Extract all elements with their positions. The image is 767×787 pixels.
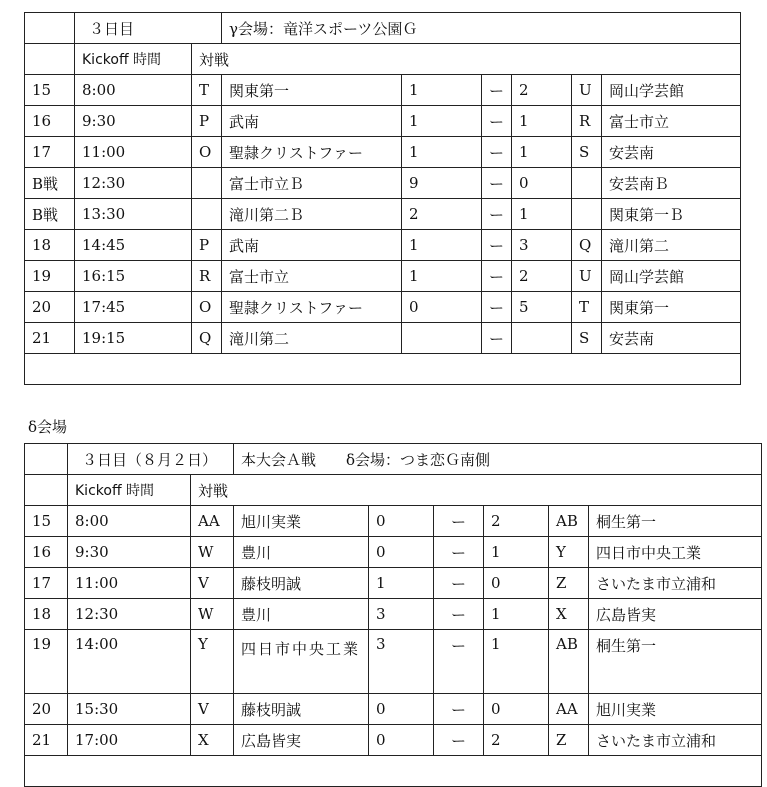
table-row xyxy=(25,199,741,230)
table-row xyxy=(25,694,762,725)
score-dash: ー xyxy=(434,537,484,568)
team2-code: X xyxy=(549,599,589,630)
team1-code: Y xyxy=(191,630,234,694)
team2-name: 桐生第一 xyxy=(589,506,762,537)
team1-code: W xyxy=(191,537,234,568)
team2-name: 桐生第一 xyxy=(589,630,762,694)
team1-code xyxy=(192,168,222,199)
score-dash: ー xyxy=(434,630,484,694)
kickoff-time: 9:30 xyxy=(68,537,191,568)
kickoff-time: 11:00 xyxy=(75,137,192,168)
team2-name: 関東第一 xyxy=(602,292,741,323)
team1-name: 豊川 xyxy=(234,599,369,630)
team2-score: 1 xyxy=(512,137,572,168)
team1-code xyxy=(192,199,222,230)
team2-score: 5 xyxy=(512,292,572,323)
team1-code: P xyxy=(192,230,222,261)
team2-code: Z xyxy=(549,568,589,599)
match-number: 19 xyxy=(25,261,75,292)
team2-name: 岡山学芸館 xyxy=(602,261,741,292)
kickoff-time: 13:30 xyxy=(75,199,192,230)
score-dash: ー xyxy=(434,568,484,599)
kickoff-time: 19:15 xyxy=(75,323,192,354)
team1-score: 3 xyxy=(369,599,434,630)
kickoff-time: 8:00 xyxy=(68,506,191,537)
venue-label: 本大会Ａ戦 δ会場：つま恋Ｇ南側 xyxy=(234,444,762,475)
team2-code: Q xyxy=(572,230,602,261)
score-dash: ー xyxy=(482,261,512,292)
blank-cell xyxy=(25,475,68,506)
blank-cell xyxy=(25,756,762,787)
team1-score: 0 xyxy=(402,292,482,323)
team1-code: O xyxy=(192,137,222,168)
team1-name: 聖隷クリストファー xyxy=(222,292,402,323)
team1-score: 1 xyxy=(402,75,482,106)
team1-name: 藤枝明誠 xyxy=(234,694,369,725)
match-number: 16 xyxy=(25,537,68,568)
table-row xyxy=(25,168,741,199)
table-row xyxy=(25,292,741,323)
team2-name: 安芸南Ｂ xyxy=(602,168,741,199)
team2-name: 関東第一Ｂ xyxy=(602,199,741,230)
team2-score: 1 xyxy=(512,199,572,230)
team2-score: 1 xyxy=(484,599,549,630)
team2-code: Z xyxy=(549,725,589,756)
kickoff-time: 14:00 xyxy=(68,630,191,694)
kickoff-time: 17:00 xyxy=(68,725,191,756)
team1-name: 富士市立Ｂ xyxy=(222,168,402,199)
score-dash: ー xyxy=(434,599,484,630)
team1-code: V xyxy=(191,694,234,725)
team2-name: 安芸南 xyxy=(602,323,741,354)
match-number: 21 xyxy=(25,725,68,756)
team2-code xyxy=(572,199,602,230)
team2-name: さいたま市立浦和 xyxy=(589,568,762,599)
day-label: ３日目（８月２日） xyxy=(68,444,234,475)
team2-name: 滝川第二 xyxy=(602,230,741,261)
kickoff-time: 16:15 xyxy=(75,261,192,292)
score-dash: ー xyxy=(434,725,484,756)
team1-score: 2 xyxy=(402,199,482,230)
team1-code: T xyxy=(192,75,222,106)
kickoff-time: 12:30 xyxy=(75,168,192,199)
match-number: 19 xyxy=(25,630,68,694)
team1-name: 聖隷クリストファー xyxy=(222,137,402,168)
team2-score: 2 xyxy=(512,261,572,292)
team2-score: 0 xyxy=(484,568,549,599)
match-number: B戦 xyxy=(25,199,75,230)
team1-code: W xyxy=(191,599,234,630)
team2-name: 四日市中央工業 xyxy=(589,537,762,568)
score-dash: ー xyxy=(482,137,512,168)
table-row xyxy=(25,599,762,630)
team1-name: 広島皆実 xyxy=(234,725,369,756)
match-number: 18 xyxy=(25,230,75,261)
team2-code: S xyxy=(572,323,602,354)
team2-score: 2 xyxy=(484,725,549,756)
team1-score: 1 xyxy=(402,230,482,261)
team2-name: 広島皆実 xyxy=(589,599,762,630)
score-dash: ー xyxy=(482,323,512,354)
team2-code: AA xyxy=(549,694,589,725)
table-row xyxy=(25,537,762,568)
team2-code: T xyxy=(572,292,602,323)
score-dash: ー xyxy=(482,292,512,323)
day-label: ３日目 xyxy=(75,13,222,44)
title-row xyxy=(25,444,762,475)
table-row xyxy=(25,630,762,694)
kickoff-time: 17:45 xyxy=(75,292,192,323)
header-row xyxy=(25,475,762,506)
team2-code: U xyxy=(572,75,602,106)
kickoff-time: 12:30 xyxy=(68,599,191,630)
table-row xyxy=(25,137,741,168)
team2-name: さいたま市立浦和 xyxy=(589,725,762,756)
team2-score: 1 xyxy=(484,537,549,568)
score-dash: ー xyxy=(482,106,512,137)
score-dash: ー xyxy=(434,506,484,537)
team1-score: 3 xyxy=(369,630,434,694)
team1-score: 0 xyxy=(369,725,434,756)
team2-score: 3 xyxy=(512,230,572,261)
team1-code: O xyxy=(192,292,222,323)
table-row xyxy=(25,75,741,106)
team1-score: 1 xyxy=(402,261,482,292)
header-row xyxy=(25,44,741,75)
team1-name: 豊川 xyxy=(234,537,369,568)
table-row xyxy=(25,725,762,756)
match-number: B戦 xyxy=(25,168,75,199)
table-row xyxy=(25,230,741,261)
team1-score: 9 xyxy=(402,168,482,199)
team2-name: 旭川実業 xyxy=(589,694,762,725)
match-number: 15 xyxy=(25,75,75,106)
blank-cell xyxy=(25,444,68,475)
team1-score: 0 xyxy=(369,537,434,568)
team1-name: 関東第一 xyxy=(222,75,402,106)
team1-name: 滝川第二 xyxy=(222,323,402,354)
kickoff-header: Kickoff 時間 xyxy=(68,475,191,506)
team2-score xyxy=(512,323,572,354)
team1-name: 滝川第二Ｂ xyxy=(222,199,402,230)
match-header: 対戦 xyxy=(191,475,762,506)
team2-code: R xyxy=(572,106,602,137)
blank-cell xyxy=(25,354,741,385)
team1-score: 1 xyxy=(402,137,482,168)
score-dash: ー xyxy=(482,168,512,199)
table-row xyxy=(25,506,762,537)
match-number: 20 xyxy=(25,694,68,725)
team2-code xyxy=(572,168,602,199)
team2-score: 0 xyxy=(484,694,549,725)
team1-name: 旭川実業 xyxy=(234,506,369,537)
team1-score xyxy=(402,323,482,354)
team1-score: 0 xyxy=(369,694,434,725)
title-row xyxy=(25,13,741,44)
match-number: 18 xyxy=(25,599,68,630)
team2-score: 2 xyxy=(512,75,572,106)
score-dash: ー xyxy=(482,75,512,106)
team1-code: AA xyxy=(191,506,234,537)
team1-score: 1 xyxy=(402,106,482,137)
team2-code: AB xyxy=(549,630,589,694)
team1-name: 富士市立 xyxy=(222,261,402,292)
kickoff-time: 14:45 xyxy=(75,230,192,261)
table-row xyxy=(25,323,741,354)
team1-code: X xyxy=(191,725,234,756)
team1-name: 四日市中央工業 xyxy=(234,630,369,694)
kickoff-time: 15:30 xyxy=(68,694,191,725)
match-number: 16 xyxy=(25,106,75,137)
team1-name: 武南 xyxy=(222,106,402,137)
team1-code: V xyxy=(191,568,234,599)
kickoff-time: 11:00 xyxy=(68,568,191,599)
team1-code: R xyxy=(192,261,222,292)
blank-cell xyxy=(25,44,75,75)
team2-code: Y xyxy=(549,537,589,568)
score-dash: ー xyxy=(482,199,512,230)
delta-venue-schedule-table xyxy=(24,443,762,787)
score-dash: ー xyxy=(434,694,484,725)
team1-name: 武南 xyxy=(222,230,402,261)
team1-name: 藤枝明誠 xyxy=(234,568,369,599)
kickoff-header: Kickoff 時間 xyxy=(75,44,192,75)
gamma-venue-schedule-table xyxy=(24,12,741,385)
team1-code: P xyxy=(192,106,222,137)
team2-score: 2 xyxy=(484,506,549,537)
kickoff-time: 9:30 xyxy=(75,106,192,137)
team2-score: 1 xyxy=(484,630,549,694)
match-number: 21 xyxy=(25,323,75,354)
match-number: 20 xyxy=(25,292,75,323)
table-row xyxy=(25,106,741,137)
team2-code: U xyxy=(572,261,602,292)
blank-cell xyxy=(25,13,75,44)
team2-code: S xyxy=(572,137,602,168)
footer-row xyxy=(25,354,741,385)
score-dash: ー xyxy=(482,230,512,261)
team1-score: 0 xyxy=(369,506,434,537)
match-number: 15 xyxy=(25,506,68,537)
match-number: 17 xyxy=(25,568,68,599)
kickoff-time: 8:00 xyxy=(75,75,192,106)
team2-score: 1 xyxy=(512,106,572,137)
delta-caption: δ会場 xyxy=(28,418,68,436)
match-header: 対戦 xyxy=(192,44,741,75)
team1-code: Q xyxy=(192,323,222,354)
team2-name: 安芸南 xyxy=(602,137,741,168)
team2-name: 富士市立 xyxy=(602,106,741,137)
match-number: 17 xyxy=(25,137,75,168)
table-row xyxy=(25,261,741,292)
team2-code: AB xyxy=(549,506,589,537)
team1-score: 1 xyxy=(369,568,434,599)
table-row xyxy=(25,568,762,599)
team2-score: 0 xyxy=(512,168,572,199)
venue-label: γ会場：竜洋スポーツ公園Ｇ xyxy=(222,13,741,44)
team2-name: 岡山学芸館 xyxy=(602,75,741,106)
footer-row xyxy=(25,756,762,787)
